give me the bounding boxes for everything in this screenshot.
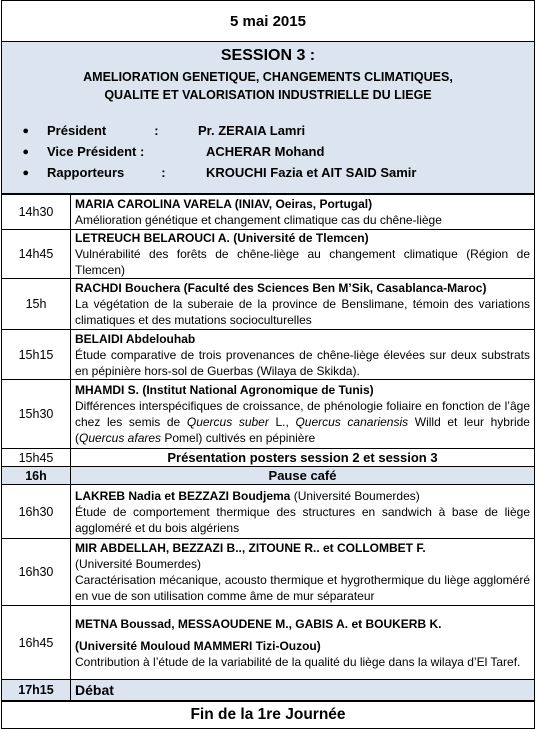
bullet-icon: ● [22, 166, 29, 179]
role-rapporteurs [2, 162, 534, 183]
pause-label: Pause café [71, 467, 535, 485]
talk-title: Étude de comportement thermique des structures en sandwich à base de liège aggloméré et du bois algériens [75, 504, 530, 535]
bullet-icon: ● [22, 124, 29, 137]
talk-speaker: MARIA CAROLINA VARELA (INIAV, Oeiras, Portugal) [75, 197, 373, 211]
talk-time: 16h30 [2, 485, 71, 539]
table-row [2, 195, 534, 230]
talk-time: 15h30 [2, 380, 71, 449]
talk-cell [71, 230, 535, 279]
program-date: 5 mai 2015 [2, 1, 534, 42]
role-label: Rapporteurs : [47, 165, 166, 180]
talk-time: 14h30 [2, 195, 71, 230]
session-subtitle-line1: AMELIORATION GENETIQUE, CHANGEMENTS CLIMATIQUES, [83, 70, 453, 84]
program-page [1, 0, 535, 729]
table-row [2, 279, 534, 330]
pause-time: 16h [2, 467, 71, 485]
role-name: Pr. ZERAIA Lamri [198, 123, 306, 138]
talk-speaker: METNA Boussad, MESSAOUDENE M., GABIS A. et BOUKERB K. [75, 616, 442, 631]
session-roles [2, 120, 534, 183]
talk-title: Contribution à l’étude de la variabilité de la qualité du liège dans la wilaya d’El Taref. [75, 654, 521, 669]
talk-time: 14h45 [2, 230, 71, 279]
talk-title: La végétation de la suberaie de la province de Benslimane, témoin des variations climatiques et des mutations socioculturelles [75, 297, 530, 327]
role-name: ACHERAR Mohand [206, 144, 325, 159]
table-row [2, 485, 534, 539]
talk-title: Caractérisation mécanique, acousto thermique et hygrothermique du liège aggloméré en vue de son utilisation comme âme de mur séparateur [75, 573, 530, 603]
debat-label: Débat [71, 680, 535, 701]
table-row [2, 380, 534, 449]
talk-title: Différences interspécifiques de croissance, de phénologie foliaire en fonction de l’âge chez les semis de Quercus suber L., Quercus canariensis Willd et leur hybride (Quercus afares Pomel) cultivés en pépinière [75, 399, 530, 445]
talk-affiliation: (Université Boumerdes) [75, 557, 202, 571]
table-row [2, 449, 534, 467]
session-subtitle-line2: QUALITE ET VALORISATION INDUSTRIELLE DU LIEGE [104, 88, 432, 102]
schedule-table [2, 194, 534, 701]
talk-cell [71, 539, 535, 606]
talk-cell [71, 195, 535, 230]
role-vice-president [2, 141, 534, 162]
talk-speaker: MHAMDI S. (Institut National Agronomique de Tunis) [75, 383, 374, 397]
talk-time: 15h15 [2, 330, 71, 380]
session-subtitle [2, 68, 534, 104]
posters-time: 15h45 [2, 449, 71, 467]
talk-title: Amélioration génétique et changement climatique cas du chêne-liège [75, 213, 442, 227]
debat-time: 17h15 [2, 680, 71, 701]
session-title: SESSION 3 : [220, 47, 316, 64]
table-row [2, 680, 534, 701]
bullet-icon: ● [22, 145, 29, 158]
talk-cell [71, 279, 535, 330]
talk-cell [71, 380, 535, 449]
table-row [2, 330, 534, 380]
talk-time: 15h [2, 279, 71, 330]
program-footer: Fin de la 1re Journée [2, 701, 534, 728]
role-president [2, 120, 534, 141]
talk-title: Vulnérabilité des forêts de chêne-liège au changement climatique (Région de Tlemcen) [75, 247, 530, 277]
talk-speaker: MIR ABDELLAH, BEZZAZI B.., ZITOUNE R.. et COLLOMBET F. [75, 541, 426, 555]
talk-speaker: RACHDI Bouchera (Faculté des Sciences Ben M’Sik, Casablanca-Maroc) [75, 281, 487, 295]
talk-cell [71, 330, 535, 380]
talk-affiliation: (Université Mouloud MAMMERI Tizi-Ouzou) [75, 638, 321, 653]
role-name: KROUCHI Fazia et AIT SAID Samir [206, 165, 417, 180]
role-label: Vice Président : [47, 144, 145, 159]
talk-speaker: BELAIDI Abdelouhab [75, 331, 196, 346]
talk-cell [71, 485, 535, 539]
posters-label: Présentation posters session 2 et session 3 [71, 449, 535, 467]
talk-time: 16h30 [2, 539, 71, 606]
table-row [2, 539, 534, 606]
table-row [2, 230, 534, 279]
talk-title: Étude comparative de trois provenances de chêne-liège élevées sur deux substrats en pépinière hors-sol de Guerbas (Wilaya de Skikda). [75, 347, 530, 378]
session-header [2, 42, 534, 194]
talk-cell [71, 606, 535, 680]
role-label: Président : [47, 123, 159, 138]
talk-time: 16h45 [2, 606, 71, 680]
table-row [2, 467, 534, 485]
table-row [2, 606, 534, 680]
talk-speaker: LETREUCH BELAROUCI A. (Université de Tlemcen) [75, 231, 369, 245]
talk-speaker: LAKREB Nadia et BEZZAZI Boudjema (Université Boumerdes) [75, 488, 420, 503]
